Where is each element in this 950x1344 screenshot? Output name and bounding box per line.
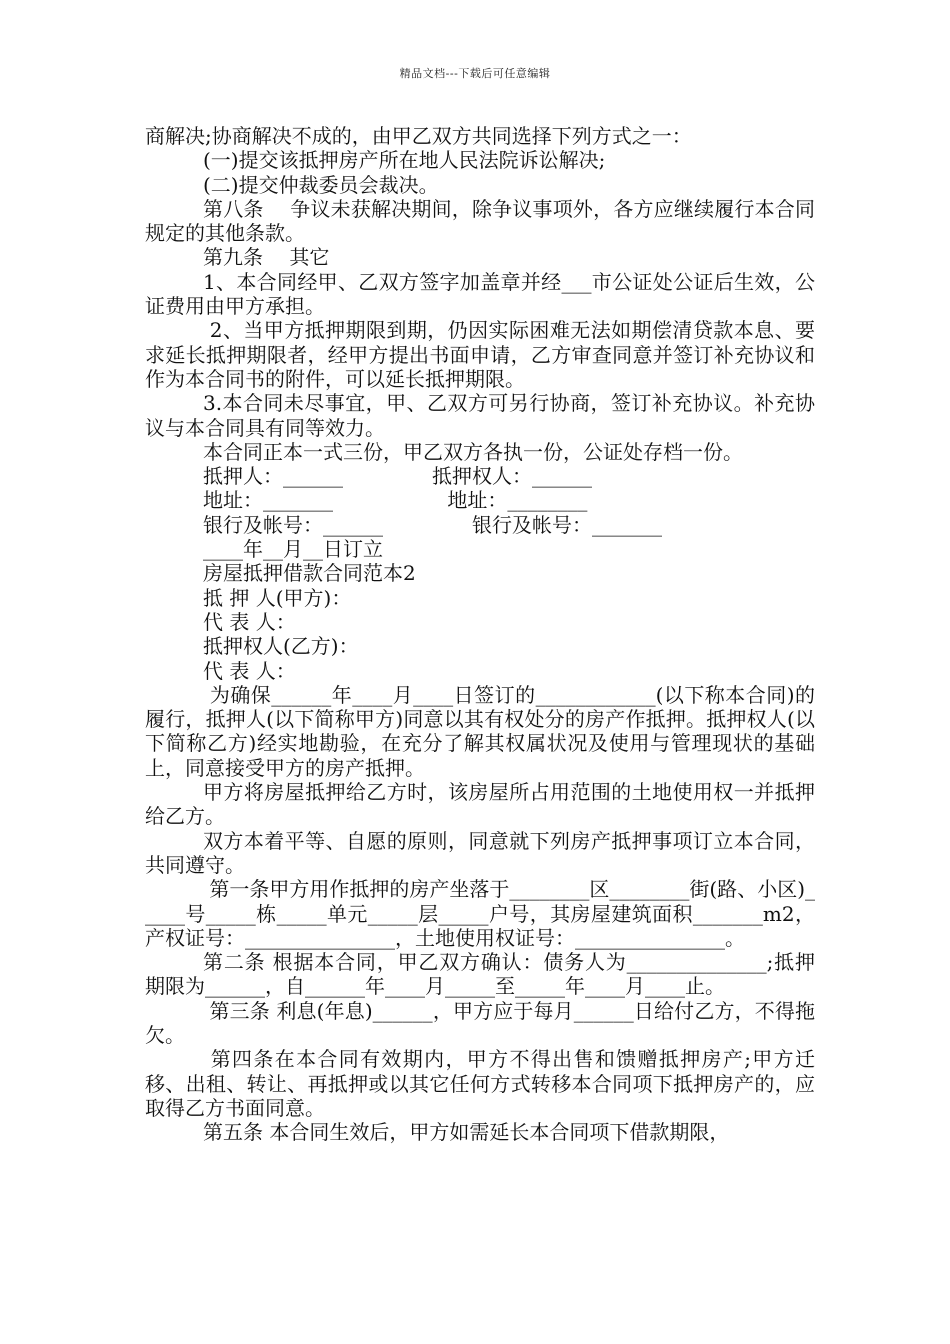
page-header: 精品文档---下载后可任意编辑 [399,67,551,80]
party-b-representative-line: 代 表 人： [203,658,296,683]
paragraph-option-court: (一)提交该抵押房产所在地人民法院诉讼解决; [203,148,606,173]
signature-line-bank-account: 银行及帐号：______ 银行及帐号：_______ [203,512,663,537]
paragraph-principles: 双方本着平等、自愿的原则，同意就下列房产抵押事项订立本合同，共同遵守。 [145,828,815,877]
paragraph-article-9-heading: 第九条 其它 [203,245,330,270]
signature-line-mortgagor: 抵押人：______ 抵押权人：______ [203,464,593,489]
paragraph-dispute-resolution: 商解决;协商解决不成的，由甲乙双方共同选择下列方式之一： [145,124,692,148]
paragraph-preamble: 为确保______年____月____日签订的____________(以下称本合同)的履行，抵押人(以下简称甲方)同意以其有权处分的房产作抵押。抵押权人(以下简称乙方)经实地勘验，在充分了解其权属状况及使用与管理现状的基础上，同意接受甲方的房产抵押。 [145,682,816,780]
paragraph-article-1: 第一条甲方用作抵押的房产坐落于________区________街(路、小区)_____号_____栋_____单元_____层_____户号，其房屋建筑面积_______m2，产权证号：_______________，土地使用权证号：_______________。 [145,877,815,950]
paragraph-article-8: 第八条 争议未获解决期间，除争议事项外，各方应继续履行本合同规定的其他条款。 [145,196,815,246]
paragraph-land-use-right: 甲方将房屋抵押给乙方时，该房屋所占用范围的土地使用权一并抵押给乙方。 [145,780,815,829]
party-a-representative-line: 代 表 人： [203,609,296,634]
paragraph-article-9-item-1: 1、本合同经甲、乙双方签字加盖章并经___市公证处公证后生效，公证费用由甲方承担。 [145,269,815,319]
party-b-line: 抵押权人(乙方)： [203,634,359,659]
paragraph-article-9-item-2: 2、当甲方抵押期限到期，仍因实际困难无法如期偿清贷款本息、要求延长抵押期限者，经甲方提出书面申请，乙方审查同意并签订补充协议和作为本合同书的附件，可以延长抵押期限。 [145,318,815,391]
paragraph-article-4: 第四条在本合同有效期内，甲方不得出售和馈赠抵押房产;甲方迁移、出租、转让、再抵押或以其它任何方式转移本合同项下抵押房产的，应取得乙方书面同意。 [145,1047,815,1120]
paragraph-article-9-item-3: 3.本合同未尽事宜，甲、乙双方可另行协商，签订补充协议。补充协议与本合同具有同等效力。 [145,391,815,440]
paragraph-option-arbitration: (二)提交仲裁委员会裁决。 [203,172,439,197]
paragraph-article-5: 第五条 本合同生效后，甲方如需延长本合同项下借款期限， [203,1120,730,1145]
document-body [145,124,815,1144]
paragraph-copies: 本合同正本一式三份，甲乙双方各执一份，公证处存档一份。 [203,439,743,464]
paragraph-article-2: 第二条 根据本合同，甲乙双方确认：债务人为______________;抵押期限为______，自______年____月_____至_____年____月____止。 [145,950,815,999]
signature-line-address: 地址：_______ 地址：________ [203,488,588,513]
contract-2-title: 房屋抵押借款合同范本2 [203,561,416,586]
party-a-line: 抵 押 人(甲方)： [203,585,352,610]
paragraph-article-3: 第三条 利息(年息)______，甲方应于每月______日给付乙方，不得拖欠。 [145,998,815,1047]
signature-date: ____年__月__日订立 [203,537,383,562]
